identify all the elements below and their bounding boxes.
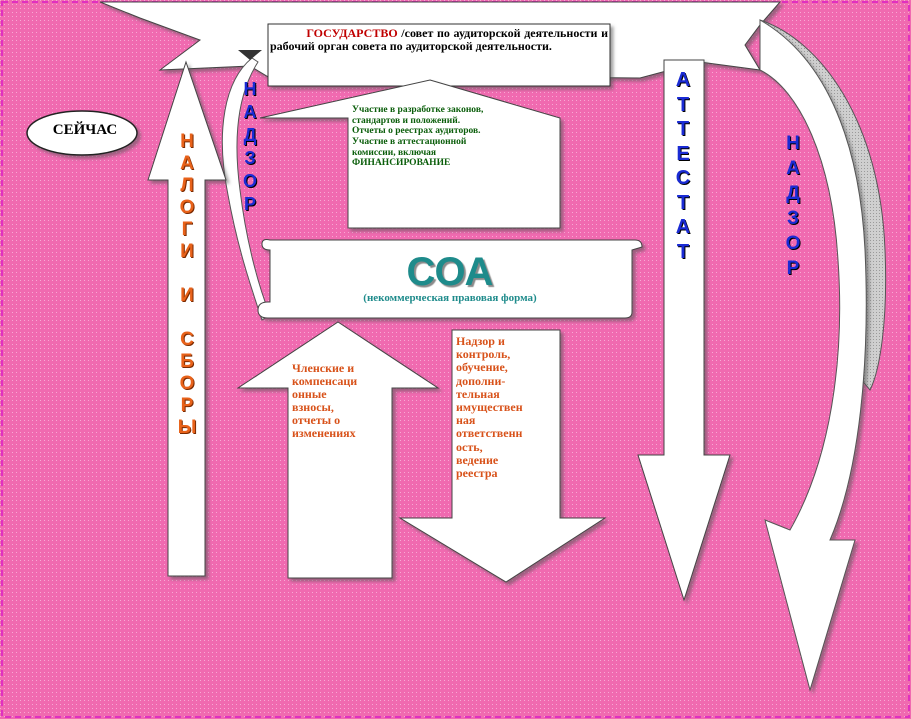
taxes-letter: Р (180, 395, 194, 416)
control-line: ость, (456, 439, 483, 454)
control-line: реестра (456, 465, 498, 480)
control-line: ответственн (456, 426, 523, 441)
certificate-letter: Т (676, 118, 690, 140)
state-function-line: Отчеты о реестрах аудиторов. (352, 126, 481, 137)
control-line: Надзор и (456, 334, 505, 348)
fees-line: онные (292, 386, 327, 401)
certificate-letter: Т (676, 240, 690, 263)
supervision-letter: Н (243, 79, 257, 99)
taxes-letter: Б (180, 351, 194, 372)
state-function-line: комиссии, включая (352, 147, 437, 158)
fees-text (292, 362, 388, 440)
fees-line: Членские и (292, 361, 355, 375)
certificate-letter: Е (676, 142, 690, 165)
control-line: дополни- (456, 373, 506, 388)
soa-title: СОА (406, 250, 494, 294)
control-line: тельная (456, 386, 500, 401)
state-functions-text (352, 105, 552, 169)
taxes-letter: Г (181, 219, 193, 240)
taxes-letter: Н (180, 131, 194, 152)
state-heading: ГОСУДАРСТВО (306, 26, 398, 40)
taxes-letter: С (180, 329, 194, 350)
state-function-line: ФИНАНСИРОВАНИЕ (352, 158, 451, 169)
certificate-letter: Т (676, 191, 690, 214)
taxes-letter: И (180, 285, 194, 306)
supervision-letter: Д (786, 183, 800, 204)
certificate-letter: Т (676, 93, 690, 116)
certificate-letter: А (675, 69, 691, 91)
taxes-letter: А (180, 153, 194, 174)
certificate-letter: С (675, 167, 691, 189)
fees-line: изменениях (292, 425, 356, 440)
certificate-label (668, 70, 698, 266)
state-function-line: Участие в разработке законов, (352, 105, 484, 115)
supervision-letter: А (786, 158, 800, 179)
supervision-letter: Н (786, 133, 800, 154)
control-line: ведение (456, 452, 499, 467)
state-function-line: Участие в аттестационной (352, 136, 467, 147)
fees-line: компенсаци (292, 373, 358, 388)
taxes-letter: О (179, 197, 195, 218)
supervision-letter: Д (243, 125, 257, 145)
taxes-letter: И (180, 241, 194, 262)
supervision-letter: З (787, 208, 799, 229)
supervision-letter: Р (786, 258, 800, 279)
taxes-letter: О (179, 373, 195, 394)
supervision-small-label (236, 80, 264, 218)
supervision-letter: А (243, 102, 257, 122)
taxes-letter: Л (180, 175, 194, 196)
fees-line: взносы, (292, 399, 334, 414)
fees-line: отчеты о (292, 412, 341, 427)
supervision-letter: О (785, 233, 801, 254)
control-text (456, 335, 556, 480)
state-function-line: стандартов и положений. (352, 115, 461, 126)
control-line: обучение, (456, 360, 508, 375)
taxes-label (170, 132, 204, 440)
supervision-right-label (778, 134, 808, 284)
control-line: ная (456, 413, 476, 428)
state-description: /совет по аудиторской деятельности и рабочий орган совета по аудиторской деятельности. (270, 26, 608, 54)
control-line: контроль, (456, 347, 511, 362)
supervision-letter: О (242, 171, 257, 191)
state-text (270, 27, 608, 85)
supervision-letter: З (244, 148, 256, 168)
taxes-letter: Ы (177, 417, 197, 438)
supervision-letter: Р (243, 194, 256, 214)
control-line: имуществен (456, 399, 523, 414)
now-label: СЕЙЧАС (52, 122, 118, 138)
certificate-letter: А (675, 216, 691, 238)
soa-subtitle: (некоммерческая правовая форма) (363, 292, 537, 304)
